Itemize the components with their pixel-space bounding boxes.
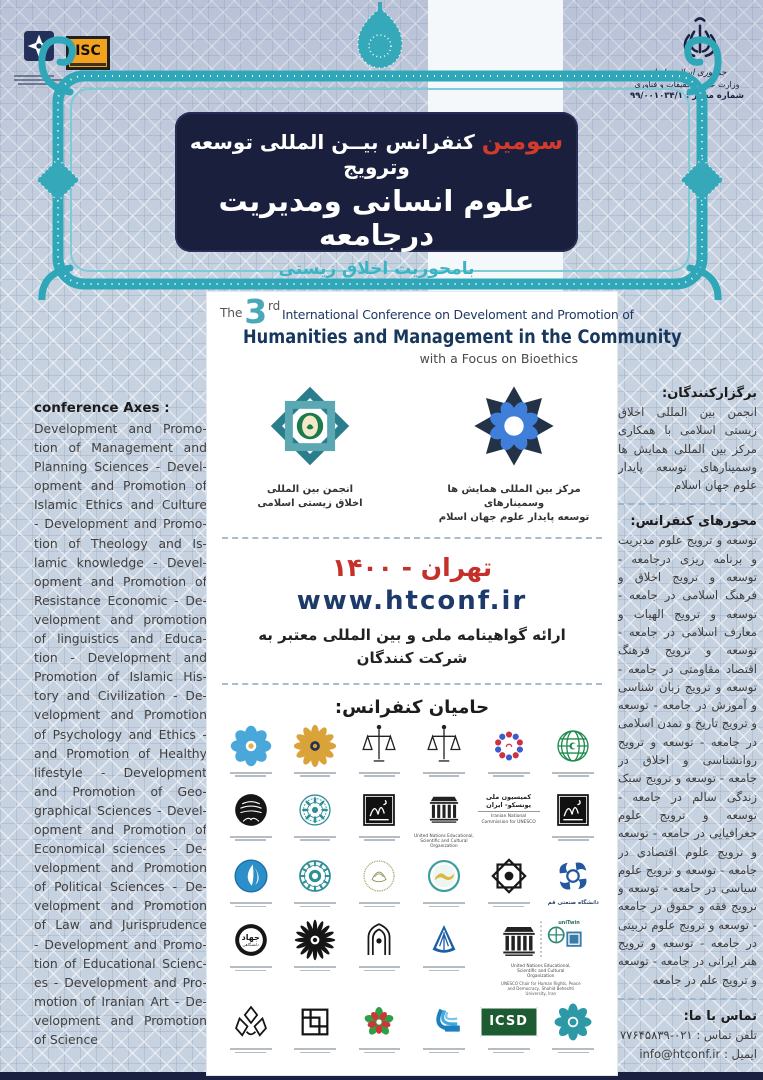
city-year: تهران - ۱۴۰۰ [331,553,493,582]
banner-title-part: کنفرانس بیــن المللی توسعه وترویج [189,130,475,179]
sponsor-logo-tricolor-flower-icon [357,1000,401,1044]
axes-text-fa: توسعه و ترویج علوم مدیریت و برنامه ریزی درجامعه - توسعه و ترویج اخلاق و فرهنگ اسلامی در جامعه - توسعه و ترویج الهیات و معارف اسلامی در جامعه - توسعه و ترویج فرهنگ اقتصاد مقاومتی در جامعه - توسعه و ترویج زبان شناسی و آموزش در جامعه - توسعه و ترویج تاریخ و تمدن اسلامی در جامعه - توسعه و ترویج روانشناسی و اخلاق در جامعه - توسعه و ترویج سبک زندگی سالم در جامعه - توسعه و ترویج علوم جغرافیایی در جامعه - توسعه و ترویج علوم اقتصادی در جامعه - توسعه و ترویج علوم سیاسی در جامعه - توسعه و ترویج فقه و حقوق در جامعه - توسعه و ترویج علوم تربیتی در جامعه - توسعه و ترویج هنر ایرانی در جامعه - توسعه و ترویج علم در جامعه [618,533,757,987]
persian-info-column [618,386,757,1064]
isc-label: ISC [75,43,101,59]
sponsors-title: حامیان کنفرانس: [334,696,490,718]
banner-line-2: علوم انسانی ومدیریت درجامعه [218,184,535,252]
seminars-center-logo-icon [470,382,558,470]
sponsor-logo-shahid-beheshti-university-2 [543,788,604,850]
sponsor-logo-hands-globe [220,788,281,850]
sponsor-logo-figures-ring [478,724,540,784]
banner-line-1 [175,129,578,179]
divider [222,537,602,539]
sponsor-logo-teal-compass [284,854,345,914]
sponsor-logo-black-tulip-emblem-icon [229,1000,273,1044]
axes-title-fa: محورهای کنفرانس: [630,514,757,530]
divider [222,683,602,685]
organizer-logos [220,382,604,525]
sponsor-logo-isesco [543,724,604,784]
contact-title: تماس با ما: [683,1008,757,1024]
organizer-seminars-center [434,382,594,525]
axes-title-en: conference Axes : [34,400,170,416]
sponsor-logo-black-octagram-knot [478,854,540,914]
ministry-name: وزارت علوم، تحقیقات و فناوری [634,80,740,89]
sponsor-logo-teal-wave-seal [413,854,474,914]
phone-number: ۰۲۱-۷۷۶۴۵۸۳۹ [619,1027,693,1042]
organizers-title: برگزارکنندگان: [662,386,757,401]
sponsor-logo-black-knot-square [284,1000,345,1060]
sponsor-logo-gold-star [284,724,345,784]
sponsor-logo-teal-mandala [284,788,345,850]
sponsor-logo-blue-sail [220,854,281,914]
sponsor-logo-icsd [478,1000,540,1060]
sponsor-logo-islamic-azad-university-icon [422,918,466,962]
sponsor-logo-bioethics-flower [220,724,281,784]
sponsor-logo-jahad-daneshgahi-icon: جهاد دانشگاهی [229,918,273,962]
sponsor-logo-justice-scales-2 [413,724,474,784]
divider [618,998,757,1000]
sponsors-grid [220,724,604,1060]
organizer-caption: مرکز بین المللی همایش ها وسمینارهای توسعه پایدار علوم جهان اسلام [438,484,590,523]
english-title-rest: International Conference on Develoment and Promotion of [282,307,634,322]
email-address: info@htconf.ir [639,1046,721,1061]
banner-line-3: بامحوریت اخلاق زیستی [278,259,475,279]
sponsor-logo-figures-ring-icon [487,724,531,768]
sponsor-logo-unesco-unitwin-chair: uniTwin United Nations Educational, Scientific and Cultural Organization UNESCO Chair for Human Rights, Peace and Democracy, Shahid Beheshti University, Iran [478,918,604,996]
sponsor-logo-calligraphy-wreath-icon [357,854,401,898]
sponsor-logo-qom-university-of-technology: دانشگاه صنعتی قم [543,854,604,914]
sponsor-logo-blue-sail-icon [229,854,273,898]
certificate-note: ارائه گواهینامه ملی و بین المللی معتبر به شرکت کنندگان [258,626,566,668]
sponsor-logo-jahad-daneshgahi [220,918,281,996]
english-title-line1 [220,292,634,331]
sponsor-logo-calligraphy-wreath [349,854,410,914]
sponsor-logo-isesco-icon [551,724,595,768]
organizer-bioethics-association [230,382,390,525]
banner-ordinal: سومین [481,129,564,155]
sponsor-logo-black-knot-square-icon [293,1000,337,1044]
sponsor-logo-justice-scales-2-icon [422,724,466,768]
website-url: www.htconf.ir [296,586,528,616]
conference-axes-column [34,400,207,1049]
bioethics-association-logo-icon [266,382,354,470]
email-line [618,1045,757,1064]
sponsor-logo-justice-scales-1 [349,724,410,784]
sponsor-logo-mihrab-arch-icon [357,918,401,962]
license-number: شماره مجوز : ۹۹/۰۰۱۰۳۴/۱ [630,91,744,101]
sponsor-logo-teal-compass-icon [293,854,337,898]
sponsor-logo-justice-scales-1-icon [357,724,401,768]
sponsor-logo-shahid-beheshti-university [349,788,410,850]
title-banner [175,112,578,279]
sponsor-logo-sustainable-development-center-icon [422,1000,466,1044]
phone-line [618,1026,757,1045]
sponsor-logo-black-octagram-knot-icon [487,854,531,898]
sponsor-logo-teal-octaflower [543,1000,604,1060]
sponsor-logo-teal-octaflower-icon [551,1000,595,1044]
organizers-text: انجمن بین المللی اخلاق زیستی اسلامی با همکاری مرکز بین المللی همایش ها وسمینارهای توسعه پایدار علوم جهان اسلام [618,405,757,493]
ordinal-suffix: rd [268,299,280,313]
email-label: ایمیل : [723,1046,757,1061]
divider [618,503,757,505]
sponsor-logo-shahid-beheshti-university-icon [357,788,401,832]
sponsor-logo-tricolor-flower [349,1000,410,1060]
sponsor-logo-gold-star-icon [293,724,337,768]
organizer-caption: انجمن بین المللی اخلاق زیستی اسلامی [257,484,363,509]
sponsor-logo-islamic-azad-university [413,918,474,996]
sponsor-logo-unesco-iran-commission [478,788,540,850]
phone-label: تلفن تماس : [696,1027,757,1042]
sponsor-logo-unesco: United Nations Educational, Scientific and Cultural Organization [413,788,474,850]
country-name: جمهوری اسلامی ایران [647,68,727,78]
sponsor-logo-icsd-icon: ICSD [480,1000,538,1044]
sponsor-logo-unesco-icon [422,788,466,832]
sponsor-logo-shahid-beheshti-university-2-icon [551,788,595,832]
axes-text-en: Development and Promo- tion of Management and Planning Sciences - Devel- opment and Promotion of Islamic Ethics and Culture - Development and Promo- tion of Theology and Is- lamic knowledge - Devel- opment and Promotion of Resistance Economic - De- velopment and promotion of linguistics and Educa- tion - Development and Promotion of Islamic His- tory and Civilization - De- velopment and Promotion of Psychology and Ethics - and Promotion of Healthy lifestyle - Development and Promotion of Geo- graphical Sciences - Devel- opment and Promotion of Economical sciences - De- velopment and Promotion of Political Sciences - De- velopment and Promotion of Law and Jurisprudence - Development and Promo- tion of Educational Scienc- es - Development and Pro- motion of Iranian Art - De- velopment and Promotion of Science [34,421,207,1047]
sponsor-logo-black-tulip-emblem [220,1000,281,1060]
sponsor-logo-bioethics-flower-icon [229,724,273,768]
sponsor-logo-unesco-iran-commission-icon: کمیسیون ملی یونسکو- ایران Iranian National Commission for UNESCO [478,788,540,832]
sponsor-logo-black-star-flower-icon [293,918,337,962]
sponsor-logo-teal-mandala-icon [293,788,337,832]
the-word: The [220,306,243,320]
sponsor-logo-qom-university-of-technology-icon [551,854,595,898]
ordinal-number: 3 [244,292,268,331]
english-title-line3: with a Focus on Bioethics [419,351,578,366]
sponsor-logo-mihrab-arch [349,918,410,996]
sponsor-logo-sustainable-development-center [413,1000,474,1060]
english-title-line2: Humanities and Management in the Community [243,327,682,348]
sponsor-logo-hands-globe-icon [229,788,273,832]
sponsor-logo-unesco-unitwin-chair-icon: uniTwin [496,918,586,962]
sponsor-logo-black-star-flower [284,918,345,996]
sponsor-logo-teal-wave-seal-icon [422,854,466,898]
